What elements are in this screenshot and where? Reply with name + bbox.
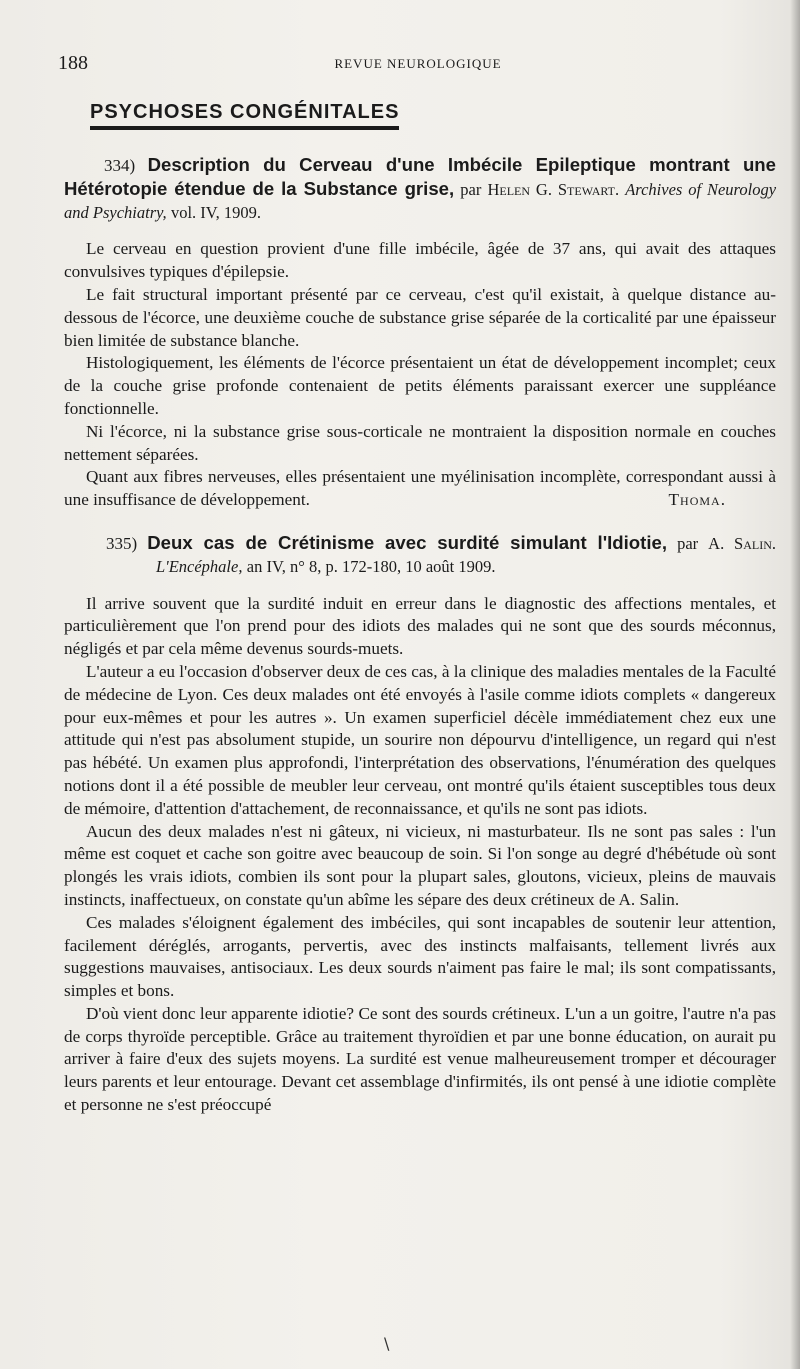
paragraph-with-signature <box>64 466 776 512</box>
footer-mark: \ <box>384 1334 390 1353</box>
article-journal: L'Encéphale, <box>156 556 243 576</box>
article-column <box>64 154 776 1117</box>
paragraph: Ces malades s'éloignent également des imbéciles, qui sont incapables de soutenir leur attention, facilement déréglés, arrogants, pervertis, avec des instincts malfaisants, tellement livrés aux suggestions mauvaises, antisociaux. Les deux sourds n'aiment pas faire le mal; ils sont compatissants, simples et bons. <box>64 912 776 1001</box>
article-title: Deux cas de Crétinisme avec surdité simulant l'Idiotie, <box>147 531 668 553</box>
section-title: PSYCHOSES CONGÉNITALES <box>90 101 399 130</box>
page-number: 188 <box>58 52 88 74</box>
paragraph: Histologiquement, les éléments de l'écorce présentaient un état de développement incomplet; ceux de la couche grise profonde contenaient de petits éléments paraissant exercer une suppléance fonctionnelle. <box>64 353 776 418</box>
article-journal: Archives of Neurology and Psychiatry, <box>64 179 777 222</box>
paragraph: Le fait structural important présenté par ce cerveau, c'est qu'il existait, à quelque distance au-dessous de l'écorce, une deuxième couche de substance grise séparée de la corticalité par une épaisseur bien limitée de substance blanche. <box>64 284 776 350</box>
article-signature: Thoma. <box>668 490 726 510</box>
article-title: Description du Cerveau d'une Imbécile Epileptique montrant une Hétérotopie étendue de la Substance grise, <box>64 154 777 199</box>
paragraph: L'auteur a eu l'occasion d'observer deux de ces cas, à la clinique des maladies mentales de la Faculté de médecine de Lyon. Ces deux malades ont été envoyés à l'asile comme idiots complets « dangereux pour eux-mêmes et pour les autres ». Un examen superficiel décèle immédiatement chez eux une attitude qui n'est pas absolument stupide, un sourire non dépourvu d'intelligence, un regard qui n'est pas hébété. Un examen plus approfondi, l'interprétation des observations, l'énumération des quelques notions dont il a été possible de meubler leur cerveau, ont montré qu'ils étaient susceptibles tous deux de mémoire, d'attention d'attachement, de reconnaissance, et qu'ils ne sont pas idiots. <box>64 661 776 818</box>
article-heading <box>64 532 776 579</box>
article-reference: an IV, n° 8, p. 172-180, 10 août 1909. <box>246 556 496 576</box>
paragraph: Il arrive souvent que la surdité induit en erreur dans le diagnostic des affections mentales, et particulièrement que l'on prend pour des idiots des malades qui ne sont que des sourds méconnus, négligés et par cela même devenus sourds-muets. <box>64 593 776 659</box>
paragraph: Ni l'écorce, ni la substance grise sous-corticale ne montraient la disposition normale en couches nettement séparées. <box>64 421 776 464</box>
paragraph: Le cerveau en question provient d'une fille imbécile, âgée de 37 ans, qui avait des attaques convulsives typiques d'épilepsie. <box>64 239 776 282</box>
article-heading <box>64 154 776 224</box>
page-edge-shadow <box>790 0 800 1369</box>
article-by: par <box>677 533 699 553</box>
journal-title: REVUE NEUROLOGIQUE <box>334 56 502 71</box>
running-header <box>58 52 778 76</box>
article-author: A. Salin. <box>708 533 777 553</box>
paragraph: Quant aux fibres nerveuses, elles présentaient une myélinisation incomplète, correspondant aussi à une insuffisance de développement. <box>64 467 776 510</box>
article-number: 334) <box>104 156 136 175</box>
paragraph: D'où vient donc leur apparente idiotie? Ce sont des sourds crétineux. L'un a un goitre, l'autre n'a pas de corps thyroïde perceptible. Grâce au traitement thyroïdien et par une bonne éducation, on aurait pu arriver à faire d'eux des sujets moyens. La surdité est venue malheureusement tromper et décourager leurs parents et leur entourage. Devant cet assemblage d'infirmités, ils ont pensé à une idiotie complète et personne ne s'est préoccupé <box>64 1003 776 1115</box>
article-reference: vol. IV, 1909. <box>170 202 261 222</box>
article-number: 335) <box>106 533 138 553</box>
article-by: par <box>460 179 482 199</box>
paragraph: Aucun des deux malades n'est ni gâteux, ni vicieux, ni masturbateur. Ils ne sont pas sales : l'un même est coquet et cache son goitre avec beaucoup de soin. Si l'on songe au degré d'hébétude où sont plongés les vrais idiots, combien ils sont pour la plupart sales, gloutons, vicieux, pleins de mauvais instincts, inaffectueux, on constate qu'un abîme les sépare des deux crétineux de A. Salin. <box>64 821 776 909</box>
article-author: Helen G. Stewart. <box>487 179 620 199</box>
